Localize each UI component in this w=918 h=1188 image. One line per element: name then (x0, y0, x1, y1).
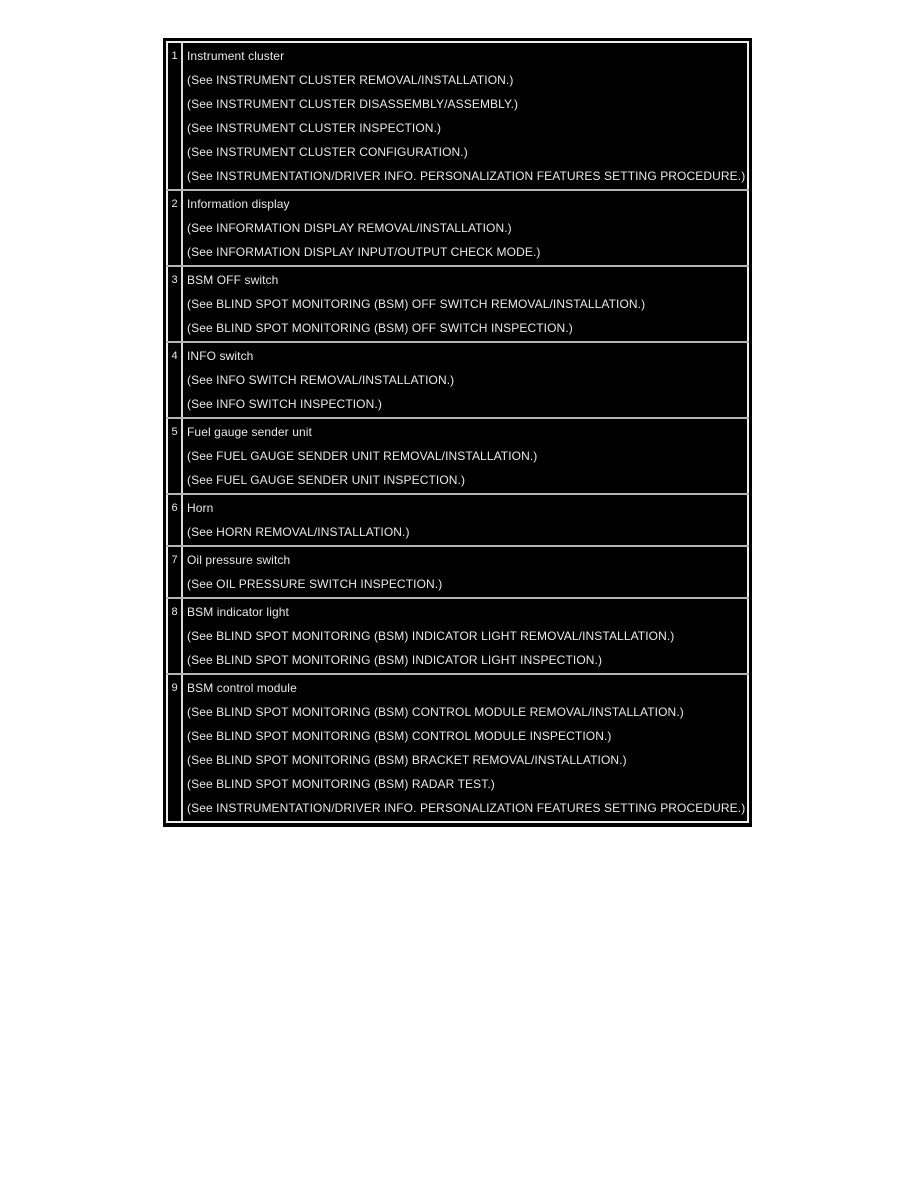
see-reference: (See BLIND SPOT MONITORING (BSM) CONTROL MODULE REMOVAL/INSTALLATION.) (187, 705, 684, 719)
component-label: BSM control module (187, 681, 297, 695)
row-number: 8 (167, 598, 182, 674)
component-label: Information display (187, 197, 290, 211)
see-reference: (See INSTRUMENTATION/DRIVER INFO. PERSONALIZATION FEATURES SETTING PROCEDURE.) (187, 169, 746, 183)
component-table (166, 41, 749, 823)
see-reference: (See INSTRUMENT CLUSTER REMOVAL/INSTALLATION.) (187, 73, 514, 87)
table-row (167, 598, 748, 674)
row-number: 2 (167, 190, 182, 266)
see-reference: (See BLIND SPOT MONITORING (BSM) OFF SWITCH INSPECTION.) (187, 321, 573, 335)
table-row (167, 190, 748, 266)
row-number: 6 (167, 494, 182, 546)
see-reference: (See INSTRUMENT CLUSTER CONFIGURATION.) (187, 145, 468, 159)
see-reference: (See INSTRUMENT CLUSTER DISASSEMBLY/ASSEMBLY.) (187, 97, 519, 111)
see-reference: (See INFORMATION DISPLAY INPUT/OUTPUT CHECK MODE.) (187, 245, 541, 259)
see-reference: (See INFORMATION DISPLAY REMOVAL/INSTALLATION.) (187, 221, 512, 235)
component-label: BSM OFF switch (187, 273, 279, 287)
component-label: Horn (187, 501, 214, 515)
table-row (167, 266, 748, 342)
table-row (167, 674, 748, 822)
component-reference-table (163, 38, 752, 827)
see-reference: (See BLIND SPOT MONITORING (BSM) CONTROL MODULE INSPECTION.) (187, 729, 612, 743)
see-reference: (See BLIND SPOT MONITORING (BSM) BRACKET REMOVAL/INSTALLATION.) (187, 753, 627, 767)
see-reference: (See INFO SWITCH REMOVAL/INSTALLATION.) (187, 373, 455, 387)
table-row (167, 418, 748, 494)
row-content (182, 418, 748, 494)
row-number: 7 (167, 546, 182, 598)
table-row (167, 42, 748, 190)
see-reference: (See BLIND SPOT MONITORING (BSM) OFF SWITCH REMOVAL/INSTALLATION.) (187, 297, 646, 311)
row-number: 5 (167, 418, 182, 494)
table-row (167, 494, 748, 546)
component-label: Instrument cluster (187, 49, 285, 63)
component-label: INFO switch (187, 349, 254, 363)
see-reference: (See INSTRUMENTATION/DRIVER INFO. PERSONALIZATION FEATURES SETTING PROCEDURE.) (187, 801, 746, 815)
see-reference: (See INSTRUMENT CLUSTER INSPECTION.) (187, 121, 442, 135)
table-row (167, 546, 748, 598)
row-content (182, 42, 748, 190)
see-reference: (See BLIND SPOT MONITORING (BSM) RADAR TEST.) (187, 777, 495, 791)
component-label: Oil pressure switch (187, 553, 291, 567)
see-reference: (See BLIND SPOT MONITORING (BSM) INDICATOR LIGHT INSPECTION.) (187, 653, 603, 667)
row-number: 3 (167, 266, 182, 342)
component-label: BSM indicator light (187, 605, 289, 619)
row-content (182, 598, 748, 674)
see-reference: (See OIL PRESSURE SWITCH INSPECTION.) (187, 577, 443, 591)
row-content (182, 342, 748, 418)
see-reference: (See BLIND SPOT MONITORING (BSM) INDICATOR LIGHT REMOVAL/INSTALLATION.) (187, 629, 675, 643)
see-reference: (See HORN REMOVAL/INSTALLATION.) (187, 525, 410, 539)
see-reference: (See FUEL GAUGE SENDER UNIT REMOVAL/INSTALLATION.) (187, 449, 538, 463)
row-content (182, 494, 748, 546)
component-label: Fuel gauge sender unit (187, 425, 312, 439)
row-content (182, 190, 748, 266)
row-content (182, 674, 748, 822)
see-reference: (See FUEL GAUGE SENDER UNIT INSPECTION.) (187, 473, 466, 487)
see-reference: (See INFO SWITCH INSPECTION.) (187, 397, 382, 411)
table-row (167, 342, 748, 418)
row-number: 9 (167, 674, 182, 822)
row-number: 4 (167, 342, 182, 418)
row-content (182, 546, 748, 598)
row-number: 1 (167, 42, 182, 190)
row-content (182, 266, 748, 342)
